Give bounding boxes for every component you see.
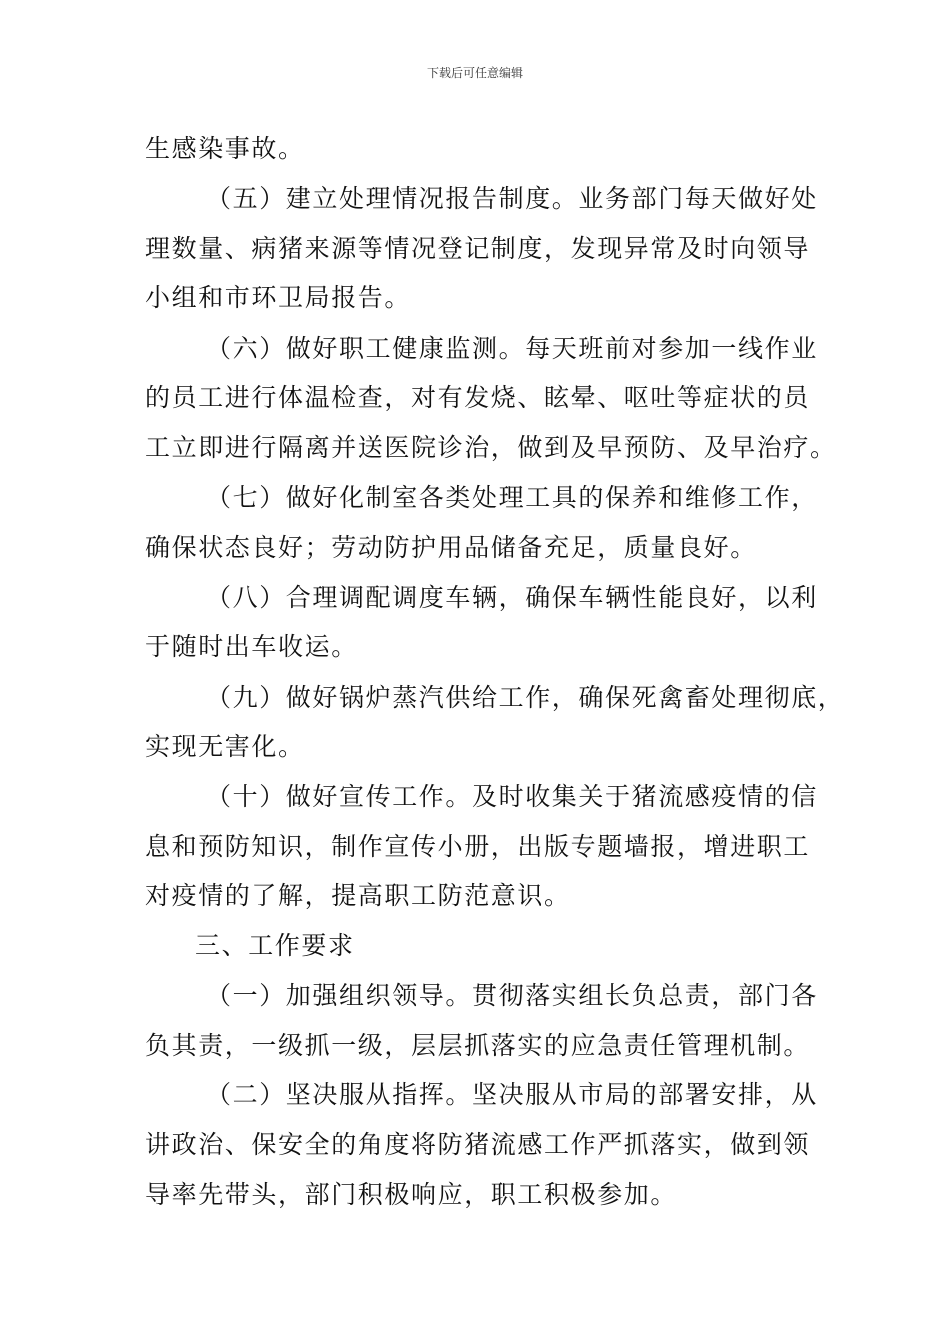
text-line: 理数量、病猪来源等情况登记制度，发现异常及时向领导 [145,234,811,263]
text-line: 导率先带头，部门积极响应，职工积极参加。 [145,1180,678,1209]
text-line: （八）合理调配调度车辆，确保车辆性能良好，以利 [206,583,818,612]
page-header-note: 下载后可任意编辑 [426,66,523,80]
text-line: 实现无害化。 [145,732,305,761]
text-line: 确保状态良好；劳动防护用品储备充足，质量良好。 [145,533,757,562]
text-line: 小组和市环卫局报告。 [145,283,412,312]
text-line: （五）建立处理情况报告制度。业务部门每天做好处 [206,184,818,213]
text-line: 对疫情的了解，提高职工防范意识。 [145,881,571,910]
text-line: 讲政治、保安全的角度将防猪流感工作严抓落实，做到领 [145,1130,811,1159]
text-line: 负其责，一级抓一级，层层抓落实的应急责任管理机制。 [145,1031,811,1060]
text-line: 息和预防知识，制作宣传小册，出版专题墙报，增进职工 [145,832,811,861]
text-line: （十）做好宣传工作。及时收集关于猪流感疫情的信 [206,782,818,811]
text-line: （七）做好化制室各类处理工具的保养和维修工作， [206,483,818,512]
text-line: 的员工进行体温检查，对有发烧、眩晕、呕吐等症状的员 [145,383,811,412]
text-line: （六）做好职工健康监测。每天班前对参加一线作业 [206,334,818,363]
text-line: （九）做好锅炉蒸汽供给工作，确保死禽畜处理彻底， [206,683,845,712]
text-line: 工立即进行隔离并送医院诊治，做到及早预防、及早治疗。 [145,433,837,462]
text-line: （一）加强组织领导。贯彻落实组长负总责，部门各 [206,981,818,1010]
section-heading: 三、工作要求 [195,931,355,960]
text-line: （二）坚决服从指挥。坚决服从市局的部署安排，从 [206,1080,818,1109]
text-line: 生感染事故。 [145,134,305,163]
text-line: 于随时出车收运。 [145,632,358,661]
